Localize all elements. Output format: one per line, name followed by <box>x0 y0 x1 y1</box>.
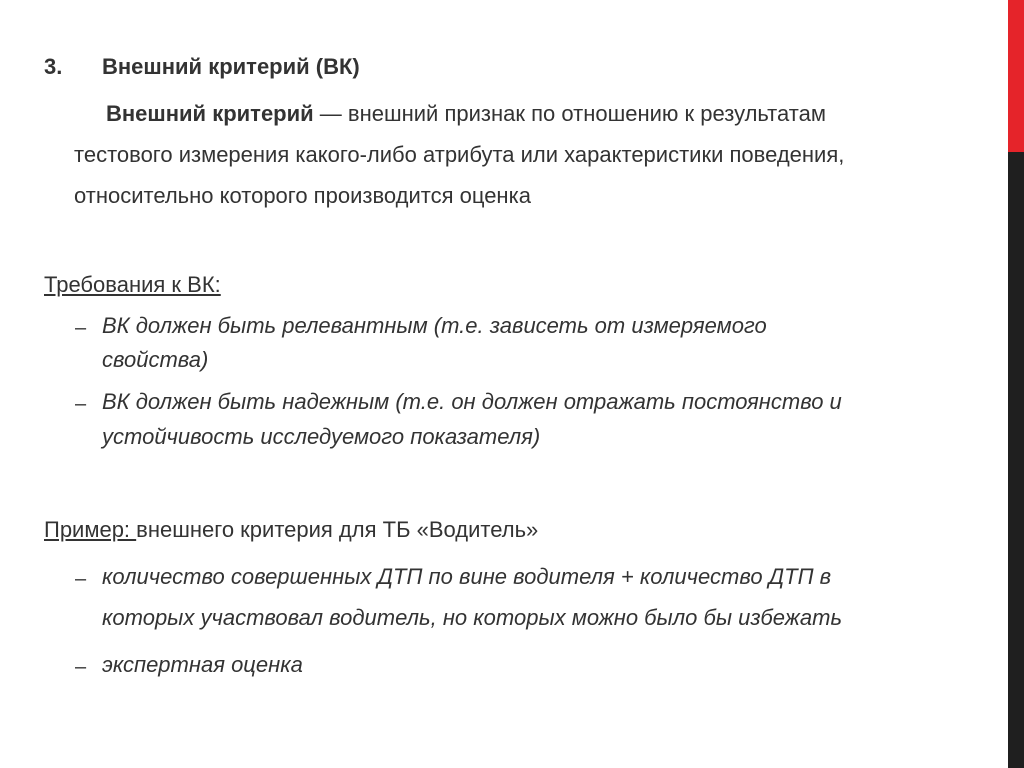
requirement-1-line-1: ВК должен быть релевантным (т.е. зависеть от измеряемого <box>102 313 767 338</box>
side-bar-dark <box>1008 152 1024 768</box>
section-number: 3. <box>44 54 63 79</box>
side-bar-accent <box>1008 0 1024 152</box>
section-title: Внешний критерий (ВК) <box>102 54 360 79</box>
definition-line-1 <box>106 101 826 127</box>
decorative-side-bar <box>1008 0 1024 768</box>
requirement-2-line-2: устойчивость исследуемого показателя) <box>102 424 541 449</box>
bullet-dash: – <box>75 317 87 339</box>
example-item-1-line-2: которых участвовал водитель, но которых можно было бы избежать <box>102 605 843 630</box>
definition-term: Внешний критерий <box>106 101 314 126</box>
definition-line-3: относительно которого производится оценка <box>74 183 531 208</box>
example-text: внешнего критерия для ТБ «Водитель» <box>136 517 539 542</box>
example-label: Пример: <box>44 517 137 542</box>
requirement-2-line-1: ВК должен быть надежным (т.е. он должен отражать постоянство и <box>102 389 842 414</box>
requirements-heading: Требования к ВК: <box>44 272 221 297</box>
example-item-2: экспертная оценка <box>102 652 303 677</box>
bullet-dash: – <box>75 568 87 590</box>
example-item-1-line-1: количество совершенных ДТП по вине водителя + количество ДТП в <box>102 564 832 589</box>
requirement-1-line-2: свойства) <box>102 347 209 372</box>
bullet-dash: – <box>75 656 87 678</box>
definition-line-2: тестового измерения какого-либо атрибута или характеристики поведения, <box>74 142 845 167</box>
definition-text: — внешний признак по отношению к результатам <box>313 101 826 126</box>
bullet-dash: – <box>75 393 87 415</box>
example-line <box>44 517 538 543</box>
